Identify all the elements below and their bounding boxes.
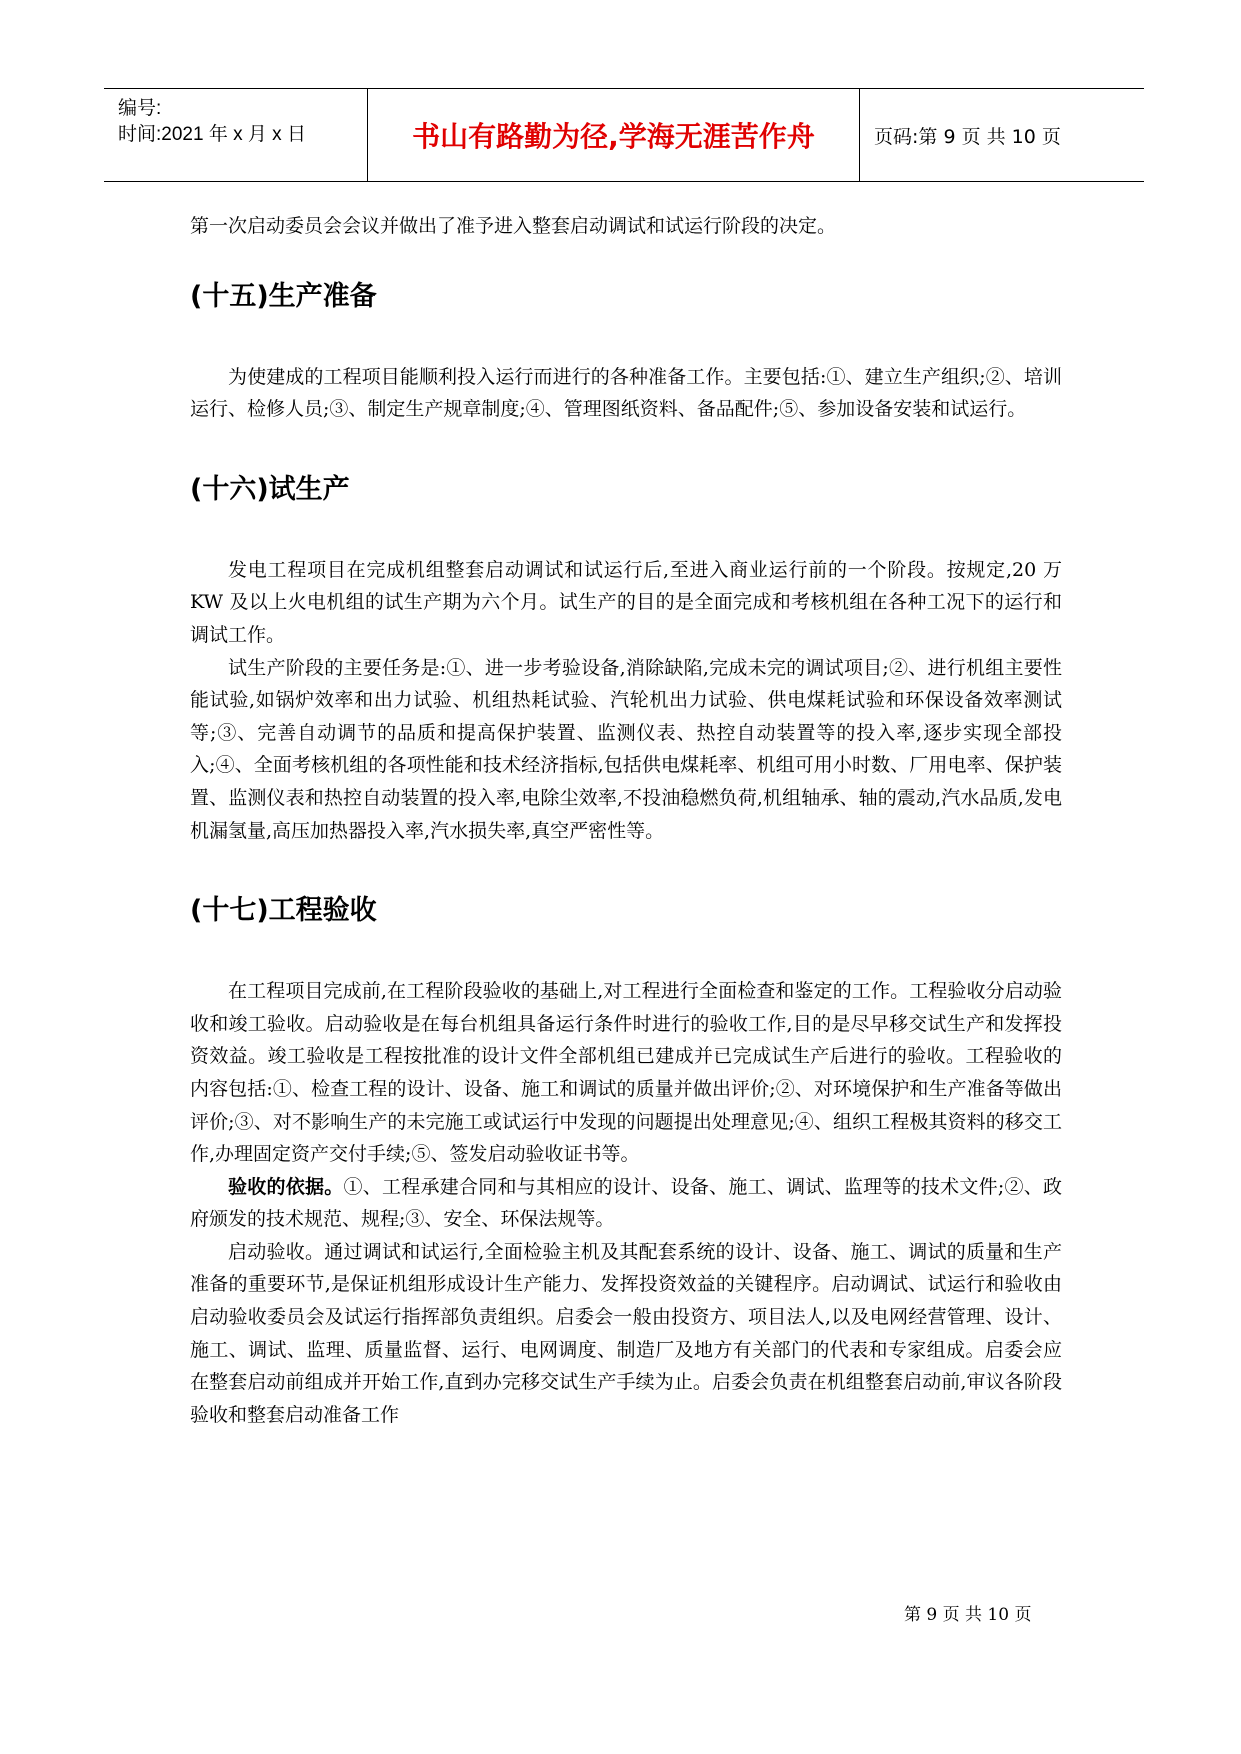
section-16-title: (十六)试生产 bbox=[190, 473, 350, 505]
page-footer: 第 9 页 共 10 页 bbox=[904, 1605, 1032, 1625]
header-left-cell bbox=[104, 89, 368, 181]
section-17-paragraph-2 bbox=[190, 1171, 1062, 1236]
section-17-paragraph-1: 在工程项目完成前,在工程阶段验收的基础上,对工程进行全面检查和鉴定的工作。工程验收分启动验收和竣工验收。启动验收是在每台机组具备运行条件时进行的验收工作,目的是尽早移交试生产和发挥投资效益。竣工验收是工程按批准的设计文件全部机组已建成并已完成试生产后进行的验收。工程验收的内容包括:①、检查工程的设计、设备、施工和调试的质量并做出评价;②、对环境保护和生产准备等做出评价;③、对不影响生产的未完施工或试运行中发现的问题提出处理意见;④、组织工程极其资料的移交工作,办理固定资产交付手续;⑤、签发启动验收证书等。 bbox=[190, 980, 1062, 1166]
intro-paragraph: 第一次启动委员会会议并做出了准予进入整套启动调试和试运行阶段的决定。 bbox=[190, 215, 837, 237]
doc-time-label: 时间:2021 年 x 月 x 日 bbox=[118, 124, 306, 145]
document-body bbox=[190, 210, 1062, 1431]
acceptance-basis-label: 验收的依据。 bbox=[228, 1175, 344, 1198]
section-16-paragraph-1: 发电工程项目在完成机组整套启动调试和试运行后,至进入商业运行前的一个阶段。按规定,20 万 KW 及以上火电机组的试生产期为六个月。试生产的目的是全面完成和考核机组在各种工况下的运行和调试工作。 bbox=[190, 558, 1062, 646]
doc-number-label: 编号: bbox=[118, 98, 162, 119]
section-15-title: (十五)生产准备 bbox=[190, 280, 377, 312]
section-17-paragraph-3: 启动验收。通过调试和试运行,全面检验主机及其配套系统的设计、设备、施工、调试的质量和生产准备的重要环节,是保证机组形成设计生产能力、发挥投资效益的关键程序。启动调试、试运行和验收由启动验收委员会及试运行指挥部负责组织。启委会一般由投资方、项目法人,以及电网经营管理、设计、施工、调试、监理、质量监督、运行、电网调度、制造厂及地方有关部门的代表和专家组成。启委会应在整套启动前组成并开始工作,直到办完移交试生产手续为止。启委会负责在机组整套启动前,审议各阶段验收和整套启动准备工作 bbox=[190, 1240, 1062, 1426]
page-header bbox=[104, 88, 1144, 182]
header-motto: 书山有路勤为径,学海无涯苦作舟 bbox=[412, 120, 815, 153]
section-16-paragraph-2: 试生产阶段的主要任务是:①、进一步考验设备,消除缺陷,完成未完的调试项目;②、进行机组主要性能试验,如锅炉效率和出力试验、机组热耗试验、汽轮机出力试验、供电煤耗试验和环保设备效率测试等;③、完善自动调节的品质和提高保护装置、监测仪表、热控自动装置等的投入率,逐步实现全部投入;④、全面考核机组的各项性能和技术经济指标,包括供电煤耗率、机组可用小时数、厂用电率、保护装置、监测仪表和热控自动装置的投入率,电除尘效率,不投油稳燃负荷,机组轴承、轴的震动,汽水品质,发电机漏氢量,高压加热器投入率,汽水损失率,真空严密性等。 bbox=[190, 656, 1062, 842]
header-page-number: 页码:第 9 页 共 10 页 bbox=[874, 125, 1061, 148]
acceptance-basis-text: ①、工程承建合同和与其相应的设计、设备、施工、调试、监理等的技术文件;②、政府颁发的技术规范、规程;③、安全、环保法规等。 bbox=[190, 1175, 1062, 1231]
section-17-title: (十七)工程验收 bbox=[190, 895, 377, 927]
header-middle-cell bbox=[368, 89, 860, 181]
section-15-paragraph: 为使建成的工程项目能顺利投入运行而进行的各种准备工作。主要包括:①、建立生产组织;②、培训运行、检修人员;③、制定生产规章制度;④、管理图纸资料、备品配件;⑤、参加设备安装和试运行。 bbox=[190, 365, 1062, 421]
